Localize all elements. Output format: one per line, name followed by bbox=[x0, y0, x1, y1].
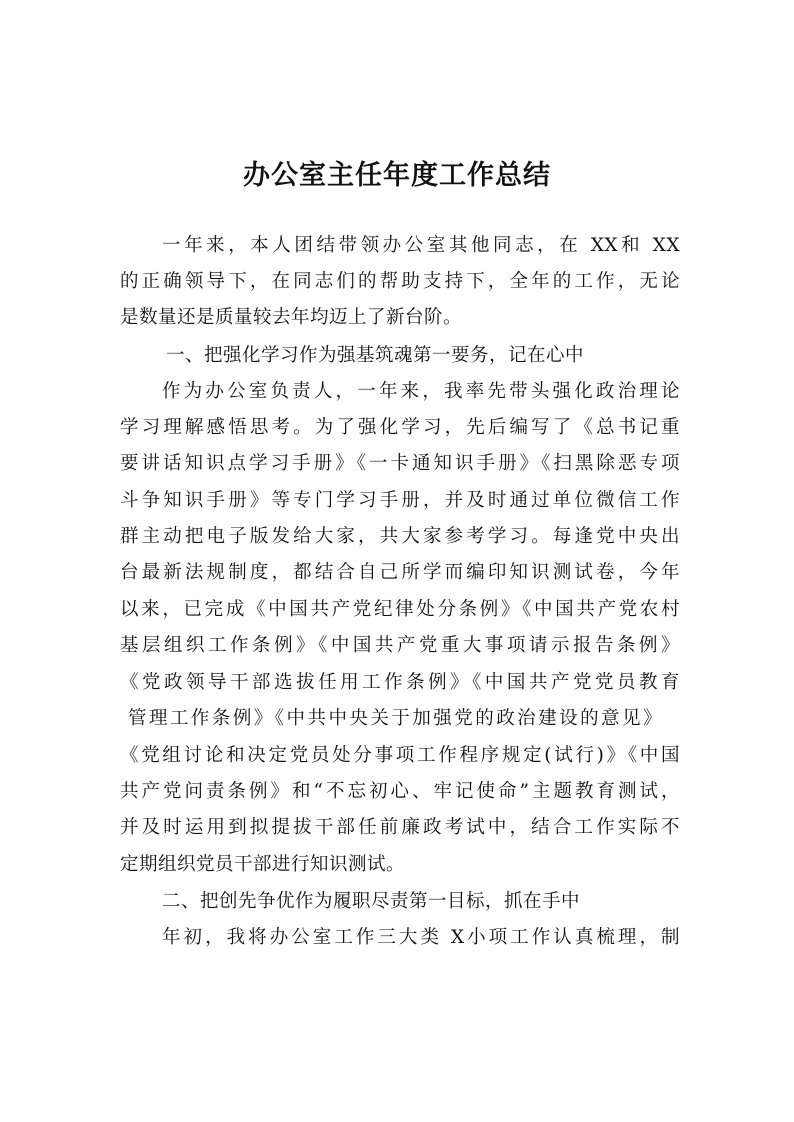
paragraph-line: 《党组讨论和决定党员处分事项工作程序规定(试行)》《中国 bbox=[120, 745, 680, 766]
section-heading: 一、把强化学习作为强基筑魂第一要务，记在心中 bbox=[166, 345, 585, 366]
paragraph-line: 以来，已完成《中国共产党纪律处分条例》《中国共产党农村 bbox=[120, 599, 680, 620]
paragraph-line: 学习理解感悟思考。为了强化学习，先后编写了《总书记重 bbox=[120, 417, 680, 438]
paragraph-line: 台最新法规制度，都结合自己所学而编印知识测试卷，今年 bbox=[120, 562, 680, 583]
paragraph-line: 作为办公室负责人，一年来，我率先带头强化政治理论 bbox=[162, 381, 680, 402]
section-heading: 二、把创先争优作为履职尽责第一目标，抓在手中 bbox=[162, 891, 581, 912]
paragraph-line: 并及时运用到拟提拔干部任前廉政考试中，结合工作实际不 bbox=[120, 817, 680, 838]
paragraph-line: 管理工作条例》《中共中央关于加强党的政治建设的意见》 bbox=[128, 708, 662, 729]
paragraph-line: 基层组织工作条例》《中国共产党重大事项请示报告条例》 bbox=[120, 635, 680, 656]
paragraph-line: 定期组织党员干部进行知识测试。 bbox=[120, 854, 406, 875]
paragraph-line: 群主动把电子版发给大家，共大家参考学习。每逢党中央出 bbox=[120, 526, 680, 547]
paragraph-line: 斗争知识手册》等专门学习手册，并及时通过单位微信工作 bbox=[120, 490, 680, 511]
paragraph-line: 的正确领导下，在同志们的帮助支持下，全年的工作，无论 bbox=[120, 271, 680, 292]
paragraph-line: 要讲话知识点学习手册》《一卡通知识手册》《扫黑除恶专项 bbox=[120, 453, 680, 474]
paragraph-line: 《党政领导干部选拔任用工作条例》《中国共产党党员教育 bbox=[120, 672, 680, 693]
paragraph-line: 一年来，本人团结带领办公室其他同志，在 XX和 XX bbox=[162, 235, 680, 256]
document-title: 办公室主任年度工作总结 bbox=[243, 160, 551, 191]
paragraph-line: 年初，我将办公室工作三大类 X小项工作认真梳理，制 bbox=[162, 927, 680, 948]
paragraph-line: 是数量还是质量较去年均迈上了新台阶。 bbox=[120, 307, 463, 328]
paragraph-line: 共产党问责条例》和“不忘初心、牢记使命”主题教育测试， bbox=[120, 781, 680, 802]
